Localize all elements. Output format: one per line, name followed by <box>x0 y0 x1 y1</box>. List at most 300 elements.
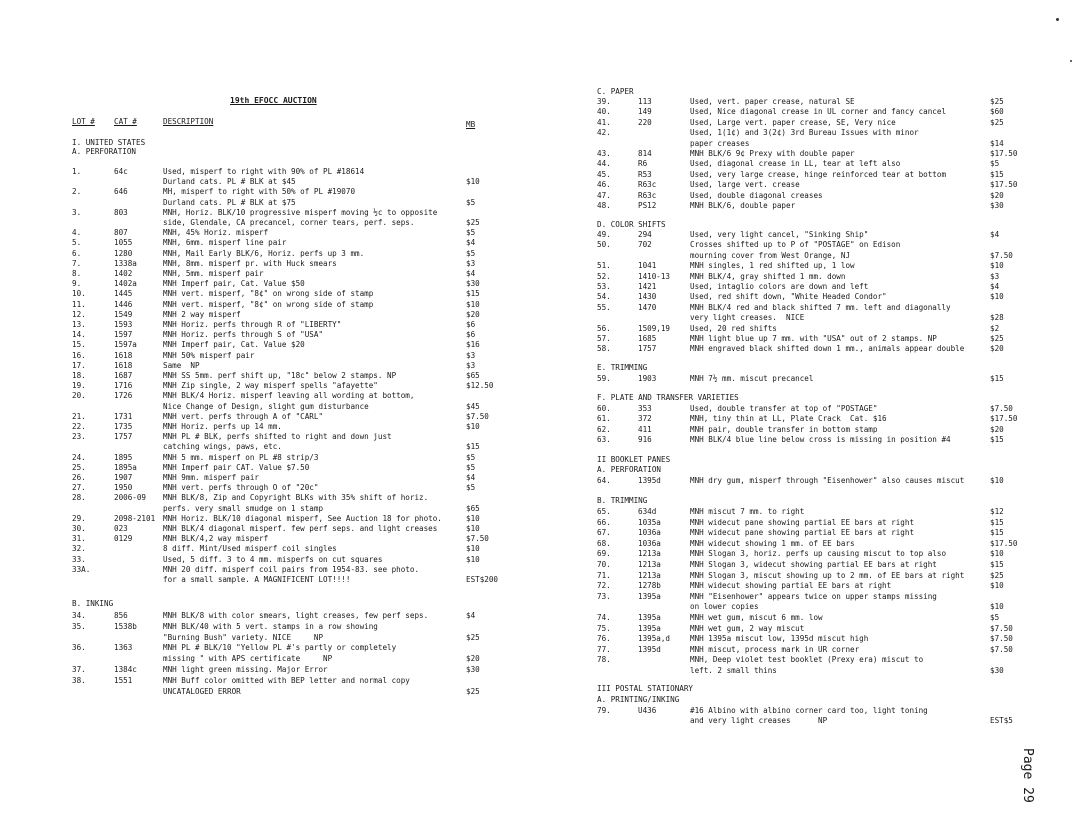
lot-description: MNH, 45% Horiz. misperf <box>163 228 269 238</box>
lot-description: "Burning Bush" variety. NICE NP <box>163 632 324 642</box>
lot-description: Used, misperf to right with 90% of PL #18614 <box>163 167 365 176</box>
catalog-number: 1402a <box>114 279 137 289</box>
lot-number: 38. <box>72 675 86 685</box>
lot-description: MNH Imperf pair, Cat. Value $20 <box>163 340 305 350</box>
lot-description: MNH, 6mm. misperf line pair <box>163 238 287 248</box>
lot-description: MNH vert. misperf, "8¢" on wrong side of stamp <box>163 289 374 299</box>
lot-description: perfs. very small smudge on 1 stamp <box>163 503 324 513</box>
lot-description: Used, 5 diff. 3 to 4 mm. misperfs on cut squares <box>163 554 383 564</box>
lot-number: 64. <box>597 476 611 485</box>
lot-number: 58. <box>597 344 611 354</box>
lot-description: MNH Slogan 3, widecut showing partial EE bars at right <box>690 560 937 569</box>
lot-description: MNH Zip single, 2 way misperf spells "afayette" <box>163 381 378 391</box>
catalog-number: 1618 <box>114 360 133 370</box>
lot-price: EST$200 <box>466 575 499 584</box>
lot-description: MNH BLK/4 Horiz. misperf leaving all wording at bottom, <box>163 391 415 401</box>
lot-description: MNH 2 way misperf <box>163 309 241 319</box>
lot-price: $15 <box>990 528 1004 538</box>
lot-price: $15 <box>990 560 1004 569</box>
lot-price: $20 <box>466 309 480 319</box>
lot-number: 65. <box>597 507 611 516</box>
lot-number: 32. <box>72 544 86 554</box>
catalog-number: 1685 <box>638 334 657 343</box>
lot-description: #16 Albino with albino corner card too, light toning <box>690 706 928 715</box>
lot-description: MNH BLK/8 with color smears, light creases, few perf seps. <box>163 611 429 620</box>
lot-header: LOT # <box>72 117 95 126</box>
catalog-number: 1395d <box>638 476 661 485</box>
lot-description: Crosses shifted up to P of "POSTAGE" on Edison <box>690 240 901 250</box>
lot-description: MNH, Deep violet test booklet (Prexy era) miscut to <box>690 655 924 665</box>
catalog-number: 149 <box>638 107 652 117</box>
lot-description: Used, very light cancel, "Sinking Ship" <box>690 230 869 239</box>
lot-number: 9. <box>72 279 82 289</box>
catalog-number: PS12 <box>638 201 657 210</box>
lot-number: 47. <box>597 190 611 200</box>
lot-description: MNH PL # BLK/10 "Yellow PL #'s partly or completely <box>163 643 397 653</box>
lot-description: MNH dry gum, misperf through "Eisenhower" also causes miscut <box>690 476 965 485</box>
catalog-number: 372 <box>638 414 652 424</box>
lot-price: $10 <box>466 554 480 564</box>
lot-price: $7.50 <box>990 250 1013 260</box>
lot-number: 27. <box>72 483 86 493</box>
catalog-number: 1395a <box>638 623 661 633</box>
lot-number: 76. <box>597 634 611 644</box>
lot-price: $4 <box>466 611 476 620</box>
catalog-number: 353 <box>638 404 652 413</box>
catalog-number: 1041 <box>638 261 657 271</box>
catalog-number: 1735 <box>114 422 133 431</box>
lot-number: 60. <box>597 404 611 413</box>
catalog-number: 1757 <box>638 344 657 354</box>
catalog-number: 1395d <box>638 644 661 654</box>
lot-number: 28. <box>72 493 86 503</box>
cat-header: CAT # <box>114 117 137 126</box>
lot-description: MNH widecut pane showing partial EE bars at right <box>690 517 915 527</box>
lot-number: 70. <box>597 560 611 569</box>
lot-price: $12.50 <box>466 381 494 391</box>
lot-number: 35. <box>72 621 86 631</box>
lot-price: $15 <box>466 442 480 452</box>
lot-number: 18. <box>72 371 86 380</box>
lot-description: MNH 1395a miscut low, 1395d miscut high <box>690 634 869 644</box>
lot-description: and very light creases NP <box>690 716 828 726</box>
catalog-number: 1538b <box>114 621 137 631</box>
lot-price: $7.50 <box>990 623 1013 633</box>
lot-number: 5. <box>72 238 82 248</box>
catalog-number: 646 <box>114 187 128 197</box>
lot-description: MNH BLK/4 blue line below cross is missing in position #4 <box>690 435 951 445</box>
lot-description: for a small sample. A MAGNIFICENT LOT!!!! <box>163 575 351 584</box>
lot-price: $28 <box>990 313 1004 323</box>
lot-description: MNH Horiz. BLK/10 diagonal misperf, See Auction 18 for photo. <box>163 513 442 523</box>
lot-number: 2. <box>72 187 82 197</box>
catalog-number: 1895a <box>114 462 137 472</box>
catalog-number: 1410-13 <box>638 271 671 281</box>
lot-number: 11. <box>72 299 86 309</box>
lot-description: MNH "Eisenhower" appears twice on upper stamps missing <box>690 591 937 601</box>
lot-price: $4 <box>466 238 476 248</box>
catalog-number: 411 <box>638 424 652 434</box>
catalog-number: 1338a <box>114 258 137 268</box>
catalog-number: 2006-09 <box>114 493 147 503</box>
section-printing-inking: A. PRINTING/INKING <box>597 695 680 704</box>
lot-price: $4 <box>990 230 1000 239</box>
lot-number: 41. <box>597 117 611 127</box>
section-united-states: I. UNITED STATES <box>72 138 146 147</box>
lot-price: $5 <box>466 228 476 238</box>
lot-description: on lower copies <box>690 602 759 612</box>
lot-description: MNH wet gum, 2 way miscut <box>690 623 805 633</box>
lot-number: 49. <box>597 230 611 239</box>
catalog-number: 220 <box>638 117 652 127</box>
catalog-number: 64c <box>114 167 128 176</box>
lot-price: $5 <box>466 483 476 493</box>
lot-price: $25 <box>466 632 480 642</box>
lot-number: 6. <box>72 248 82 258</box>
lot-price: $17.50 <box>990 538 1018 548</box>
lot-price: $25 <box>990 117 1004 127</box>
lot-number: 30. <box>72 524 86 533</box>
lot-description: MNH SS 5mm. perf shift up, "18c" below 2 stamps. NP <box>163 371 397 380</box>
lot-description: mourning cover from West Orange, NJ <box>690 250 851 260</box>
lot-price: $15 <box>990 169 1004 179</box>
lot-price: $25 <box>990 570 1004 580</box>
lot-number: 29. <box>72 513 86 523</box>
section-inking: B. INKING <box>72 599 114 608</box>
lot-number: 15. <box>72 340 86 350</box>
lot-number: 68. <box>597 538 611 548</box>
lot-price: $10 <box>466 422 480 431</box>
lot-description: catching wings, paws, etc. <box>163 442 282 452</box>
page-title: 19th EFOCC AUCTION <box>230 96 317 105</box>
section-perforation: A. PERFORATION <box>72 147 137 156</box>
lot-number: 44. <box>597 159 611 169</box>
catalog-number: 634d <box>638 507 657 516</box>
lot-number: 43. <box>597 149 611 158</box>
lot-price: $10 <box>466 544 480 554</box>
lot-number: 23. <box>72 432 86 442</box>
lot-description: MNH pair, double transfer in bottom stamp <box>690 424 878 434</box>
lot-number: 52. <box>597 271 611 281</box>
catalog-number: 1430 <box>638 292 657 302</box>
lot-price: $10 <box>990 602 1004 612</box>
catalog-number: 1213a <box>638 570 661 580</box>
catalog-number: 1213a <box>638 560 661 569</box>
lot-price: $15 <box>466 289 480 299</box>
lot-description: MNH BLK/4,2 way misperf <box>163 534 269 544</box>
lot-description: MNH vert. perfs through O of "20c" <box>163 483 319 493</box>
lot-number: 72. <box>597 581 611 591</box>
lot-price: $10 <box>466 299 480 309</box>
section-trimming: E. TRIMMING <box>597 363 648 372</box>
lot-number: 75. <box>597 623 611 633</box>
lot-number: 78. <box>597 655 611 665</box>
lot-number: 34. <box>72 611 86 620</box>
lot-price: $10 <box>990 549 1004 559</box>
section-postal-stationary: III POSTAL STATIONARY <box>597 684 694 693</box>
catalog-number: 0129 <box>114 534 133 544</box>
lot-description: MNH Horiz. perfs up 14 mm. <box>163 422 282 431</box>
lot-description: MNH miscut 7 mm. to right <box>690 507 805 516</box>
lot-price: $10 <box>990 476 1004 485</box>
catalog-number: 1213a <box>638 549 661 559</box>
lot-description: MNH widecut pane showing partial EE bars at right <box>690 528 915 538</box>
lot-price: $6 <box>466 330 476 340</box>
lot-description: MNH vert. misperf, "8¢" on wrong side of stamp <box>163 299 374 309</box>
lot-number: 8. <box>72 269 82 278</box>
lot-description: very light creases. NICE <box>690 313 805 323</box>
lot-number: 36. <box>72 643 86 653</box>
lot-price: $30 <box>990 666 1004 675</box>
catalog-number: 1363 <box>114 643 133 653</box>
lot-number: 53. <box>597 282 611 291</box>
lot-price: $14 <box>990 138 1004 148</box>
catalog-number: 294 <box>638 230 652 239</box>
lot-description: MNH Buff color omitted with BEP letter and normal copy <box>163 675 410 685</box>
lot-description: Used, red shift down, "White Headed Condor" <box>690 292 887 302</box>
lot-number: 57. <box>597 334 611 343</box>
catalog-number: 113 <box>638 97 652 106</box>
catalog-number: 1950 <box>114 483 133 493</box>
lot-price: $3 <box>466 360 476 370</box>
lot-description: MNH BLK/8, Zip and Copyright BLKs with 35% shift of horiz. <box>163 493 429 503</box>
lot-description: MH, misperf to right with 50% of PL #19070 <box>163 187 356 197</box>
lot-description: Used, diagonal crease in LL, tear at left also <box>690 159 901 169</box>
lot-number: 37. <box>72 665 86 674</box>
catalog-number: 1395a <box>638 591 661 601</box>
lot-price: $3 <box>466 258 476 268</box>
lot-description: Nice Change of Design, slight gum disturbance <box>163 401 369 411</box>
lot-description: MNH PL # BLK, perfs shifted to right and down just <box>163 432 392 442</box>
lot-number: 26. <box>72 473 86 482</box>
lot-number: 63. <box>597 435 611 445</box>
lot-price: $30 <box>466 279 480 289</box>
lot-description: Used, double transfer at top of "POSTAGE" <box>690 404 878 413</box>
lot-number: 24. <box>72 452 86 462</box>
lot-number: 66. <box>597 517 611 527</box>
lot-price: $3 <box>990 271 1000 281</box>
lot-description: MNH 7½ mm. miscut precancel <box>690 374 814 383</box>
lot-price: $7.50 <box>466 534 489 544</box>
lot-description: left. 2 small thins <box>690 666 777 675</box>
section-paper: C. PAPER <box>597 87 634 96</box>
catalog-number: 1402 <box>114 269 133 278</box>
lot-number: 55. <box>597 302 611 312</box>
lot-description: MNH, Mail Early BLK/6, Horiz. perfs up 3 mm. <box>163 248 365 258</box>
lot-price: $10 <box>466 513 480 523</box>
lot-price: $3 <box>466 350 476 360</box>
lot-price: $5 <box>466 452 476 462</box>
catalog-number: U436 <box>638 706 657 715</box>
catalog-number: 1726 <box>114 391 133 401</box>
lot-description: MNH BLK/4, gray shifted 1 mm. down <box>690 271 846 281</box>
catalog-number: 1509,19 <box>638 323 671 333</box>
catalog-number: 1446 <box>114 299 133 309</box>
lot-description: Used, intaglio colors are down and left <box>690 282 869 291</box>
catalog-number: 1055 <box>114 238 133 248</box>
lot-number: 13. <box>72 320 86 329</box>
lot-number: 4. <box>72 228 82 238</box>
lot-price: $5 <box>466 248 476 258</box>
lot-price: $25 <box>466 218 480 227</box>
catalog-number: 702 <box>638 240 652 250</box>
catalog-number: 1907 <box>114 473 133 482</box>
lot-description: MNH, Horiz. BLK/10 progressive misperf moving ½c to opposite <box>163 207 438 217</box>
lot-description: MNH Imperf pair CAT. Value $7.50 <box>163 462 310 472</box>
scan-speck <box>1070 60 1072 62</box>
lot-price: $60 <box>990 107 1004 117</box>
lot-description: Durland cats. PL # BLK at $75 <box>163 197 296 207</box>
lot-description: MNH Horiz. perfs through R of "LIBERTY" <box>163 320 342 329</box>
catalog-number: 1036a <box>638 538 661 548</box>
lot-number: 67. <box>597 528 611 538</box>
lot-price: $25 <box>990 97 1004 106</box>
lot-description: MNH widecut showing partial EE bars at right <box>690 581 892 591</box>
catalog-number: 1421 <box>638 282 657 291</box>
catalog-number: 1395a,d <box>638 634 671 644</box>
catalog-number: 1035a <box>638 517 661 527</box>
catalog-number: 1445 <box>114 289 133 299</box>
lot-price: $15 <box>990 374 1004 383</box>
lot-number: 20. <box>72 391 86 401</box>
lot-description: MNH BLK/6, double paper <box>690 201 796 210</box>
catalog-number: 2098-2101 <box>114 513 156 523</box>
lot-description: MNH, 5mm. misperf pair <box>163 269 264 278</box>
lot-price: $2 <box>990 323 1000 333</box>
lot-description: paper creases <box>690 138 750 148</box>
lot-description: MNH light green missing. Major Error <box>163 665 328 674</box>
lot-price: $7.50 <box>990 634 1013 644</box>
lot-number: 48. <box>597 201 611 210</box>
section-booklet-perforation: A. PERFORATION <box>597 465 662 474</box>
lot-price: $10 <box>466 177 480 187</box>
lot-number: 62. <box>597 424 611 434</box>
lot-description: MNH light blue up 7 mm. with "USA" out of 2 stamps. NP <box>690 334 937 343</box>
catalog-number: 1757 <box>114 432 133 442</box>
catalog-number: 1278b <box>638 581 661 591</box>
lot-description: 8 diff. Mint/Used misperf coil singles <box>163 544 337 554</box>
lot-description: MNH 50% misperf pair <box>163 350 255 360</box>
lot-price: $65 <box>466 503 480 513</box>
lot-description: Used, large vert. crease <box>690 180 800 190</box>
lot-description: side, Glendale, CA precancel, corner tears, perf. seps. <box>163 218 415 227</box>
lot-number: 25. <box>72 462 86 472</box>
lot-price: $20 <box>990 424 1004 434</box>
catalog-number: 1549 <box>114 309 133 319</box>
lot-price: $10 <box>990 261 1004 271</box>
lot-number: 14. <box>72 330 86 340</box>
lot-number: 42. <box>597 128 611 138</box>
lot-description: Used, double diagonal creases <box>690 190 823 200</box>
section-plate-varieties: F. PLATE AND TRANSFER VARIETIES <box>597 393 739 402</box>
lot-number: 12. <box>72 309 86 319</box>
lot-number: 19. <box>72 381 86 391</box>
lot-number: 74. <box>597 613 611 622</box>
lot-price: $30 <box>466 665 480 674</box>
lot-description: MNH Slogan 3, miscut showing up to 2 mm. of EE bars at right <box>690 570 965 580</box>
lot-price: $5 <box>466 462 476 472</box>
lot-description: Used, 1(1¢) and 3(2¢) 3rd Bureau Issues with minor <box>690 128 919 138</box>
lot-description: MNH widecut showing 1 mm. of EE bars <box>690 538 855 548</box>
lot-description: MNH BLK/6 9¢ Prexy with double paper <box>690 149 855 158</box>
lot-number: 17. <box>72 360 86 370</box>
catalog-number: 1470 <box>638 302 657 312</box>
catalog-number: 1618 <box>114 350 133 360</box>
lot-description: UNCATALOGED ERROR <box>163 686 241 696</box>
lot-number: 50. <box>597 240 611 250</box>
catalog-number: 1687 <box>114 371 133 380</box>
lot-number: 59. <box>597 374 611 383</box>
lot-price: $17.50 <box>990 149 1018 158</box>
lot-number: 7. <box>72 258 82 268</box>
catalog-number: R53 <box>638 169 652 179</box>
lot-number: 16. <box>72 350 86 360</box>
catalog-number: 1903 <box>638 374 657 383</box>
lot-price: $5 <box>990 613 1000 622</box>
catalog-number: 814 <box>638 149 652 158</box>
lot-price: $17.50 <box>990 414 1018 424</box>
lot-price: $20 <box>990 344 1004 354</box>
description-header: DESCRIPTION <box>163 117 214 126</box>
lot-description: MNH Slogan 3, horiz. perfs up causing miscut to top also <box>690 549 947 559</box>
lot-description: MNH BLK/40 with 5 vert. stamps in a row showing <box>163 621 378 631</box>
section-color-shifts: D. COLOR SHIFTS <box>597 220 666 229</box>
lot-price: $65 <box>466 371 480 380</box>
catalog-number: R6 <box>638 159 648 169</box>
catalog-number: 807 <box>114 228 128 238</box>
lot-price: EST$5 <box>990 716 1013 726</box>
catalog-number: 1597a <box>114 340 137 350</box>
lot-description: MNH wet gum, miscut 6 mm. low <box>690 613 823 622</box>
lot-number: 61. <box>597 414 611 424</box>
lot-price: $16 <box>466 340 480 350</box>
lot-price: $5 <box>990 159 1000 169</box>
lot-price: $4 <box>990 282 1000 291</box>
lot-description: MNH, 8mm. misperf pr. with Huck smears <box>163 258 337 268</box>
lot-number: 33. <box>72 554 86 564</box>
lot-number: 69. <box>597 549 611 559</box>
lot-number: 31. <box>72 534 86 544</box>
lot-description: MNH 20 diff. misperf coil pairs from 1954-83. see photo. <box>163 564 420 574</box>
catalog-number: 1731 <box>114 411 133 421</box>
catalog-number: 023 <box>114 524 128 533</box>
lot-price: $4 <box>466 473 476 482</box>
lot-price: $10 <box>990 292 1004 302</box>
catalog-number: 1395a <box>638 613 661 622</box>
section-booklet-panes: II BOOKLET PANES <box>597 455 671 464</box>
lot-number: 33A. <box>72 564 91 574</box>
lot-price: $25 <box>466 686 480 696</box>
section-booklet-trimming: B. TRIMMING <box>597 496 648 505</box>
lot-price: $30 <box>990 201 1004 210</box>
mb-header: MB <box>466 120 476 129</box>
lot-description: Used, 20 red shifts <box>690 323 777 333</box>
catalog-number: 1895 <box>114 452 133 462</box>
lot-description: MNH vert. perfs through A of "CARL" <box>163 411 324 421</box>
lot-description: Used, Large vert. paper crease, SE, Very nice <box>690 117 896 127</box>
catalog-number: 1593 <box>114 320 133 329</box>
lot-description: MNH BLK/4 diagonal misperf. few perf seps. and light creases <box>163 524 438 533</box>
lot-price: $7.50 <box>990 404 1013 413</box>
lot-description: MNH Horiz. perfs through S of "USA" <box>163 330 324 340</box>
lot-number: 73. <box>597 591 611 601</box>
lot-number: 54. <box>597 292 611 302</box>
lot-number: 3. <box>72 207 82 217</box>
catalog-number: 1384c <box>114 665 137 674</box>
lot-description: Same NP <box>163 360 200 370</box>
catalog-number: 1716 <box>114 381 133 391</box>
lot-price: $20 <box>466 654 480 664</box>
